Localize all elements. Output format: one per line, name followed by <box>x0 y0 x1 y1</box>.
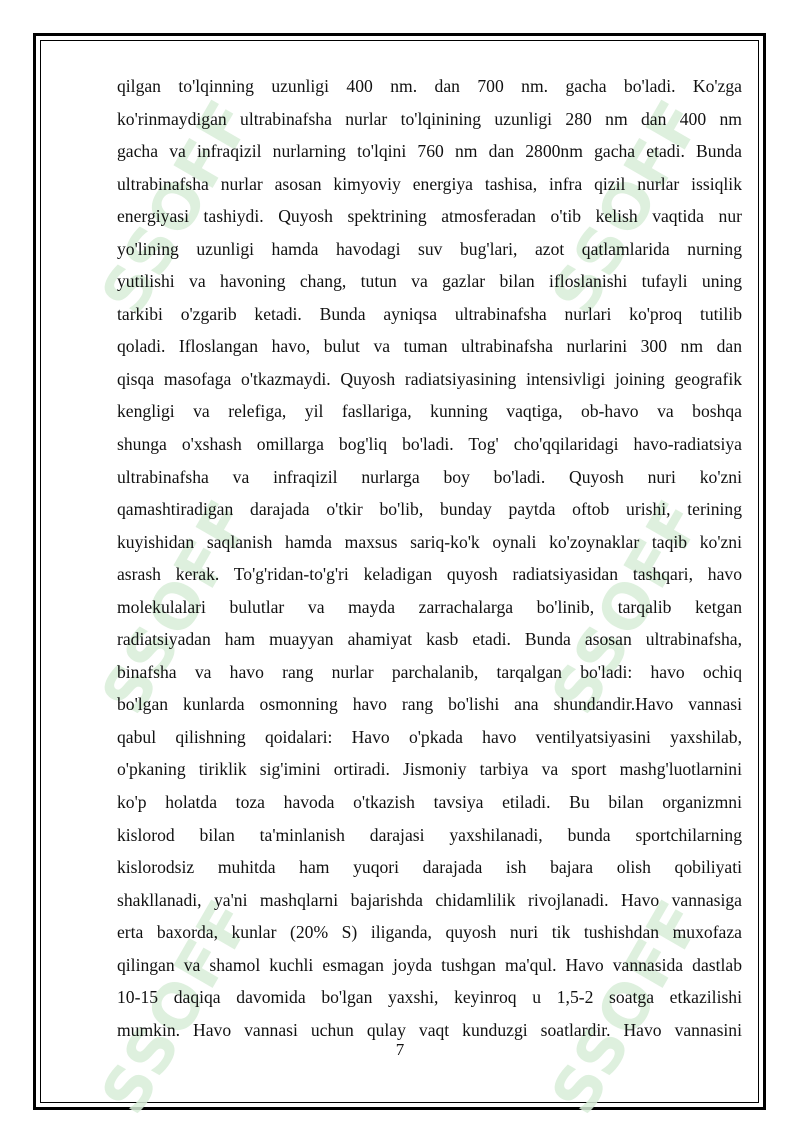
text-line: tarkibi o'zgarib ketadi. Bunda ayniqsa ultrabinafsha nurlari ko'proq tutilib <box>117 303 742 324</box>
text-line: ko'p holatda toza havoda o'tkazish tavsiya etiladi. Bu bilan organizmni <box>117 792 742 813</box>
text-line: kuyishidan saqlanish hamda maxsus sariq-ko'k oynali ko'zoynaklar taqib ko'zni <box>117 531 742 552</box>
watermark-text: SSOFF <box>536 886 718 1127</box>
text-line: yo'lining uzunligi hamda havodagi suv bug'lari, azot qatlamlarida nurning <box>117 238 742 259</box>
text-line: shunga o'xshash omillarga bog'liq bo'ladi. Tog' cho'qqilaridagi havo-radiatsiya <box>117 434 742 455</box>
text-line: o'pkaning tiriklik sig'imini ortiradi. Jismoniy tarbiya va sport mashg'luotlarnini <box>117 759 742 780</box>
text-line: mumkin. Havo vannasi uchun qulay vaqt kunduzgi soatlardir. Havo vannasini <box>117 1019 742 1040</box>
text-line: ko'rinmaydigan ultrabinafsha nurlar to'lqinining uzunligi 280 nm dan 400 nm <box>117 108 742 129</box>
text-line: qabul qilishning qoidalari: Havo o'pkada havo ventilyatsiyasini yaxshilab, <box>117 726 742 747</box>
text-line: 10-15 daqiqa davomida bo'lgan yaxshi, keyinroq u 1,5-2 soatga etkazilishi <box>117 987 742 1008</box>
text-line: molekulalari bulutlar va mayda zarrachalarga bo'linib, tarqalib ketgan <box>117 596 742 617</box>
text-line: kislorodsiz muhitda ham yuqori darajada ish bajara olish qobiliyati <box>117 857 742 878</box>
text-line: binafsha va havo rang nurlar parchalanib, tarqalgan bo'ladi: havo ochiq <box>117 661 742 682</box>
body-text <box>117 70 742 1046</box>
text-line: gacha va infraqizil nurlarning to'lqini 760 nm dan 2800nm gacha etadi. Bunda <box>117 141 742 162</box>
text-line: asrash kerak. To'g'ridan-to'g'ri keladigan quyosh radiatsiyasidan tashqari, havo <box>117 564 742 585</box>
text-line: radiatsiyadan ham muayyan ahamiyat kasb etadi. Bunda asosan ultrabinafsha, <box>117 629 742 650</box>
page-number: 7 <box>395 1040 405 1059</box>
text-line: qamashtiradigan darajada o'tkir bo'lib, bunday paytda oftob urishi, terining <box>117 499 742 520</box>
text-line: ultrabinafsha va infraqizil nurlarga boy bo'ladi. Quyosh nuri ko'zni <box>117 466 742 487</box>
watermark-text: SSOFF <box>86 886 268 1127</box>
text-line: kislorod bilan ta'minlanish darajasi yaxshilanadi, bunda sportchilarning <box>117 824 742 845</box>
text-line: qoladi. Ifloslangan havo, bulut va tuman ultrabinafsha nurlarini 300 nm dan <box>117 336 742 357</box>
text-line: shakllanadi, ya'ni mashqlarni bajarishda chidamlilik rivojlanadi. Havo vannasiga <box>117 889 742 910</box>
text-line: kengligi va relefiga, yil fasllariga, kunning vaqtiga, ob-havo va boshqa <box>117 401 742 422</box>
text-line: qilgan to'lqinning uzunligi 400 nm. dan 700 nm. gacha bo'ladi. Ko'zga <box>117 76 742 96</box>
text-line: ultrabinafsha nurlar asosan kimyoviy energiya tashisa, infra qizil nurlar issiqlik <box>117 173 742 194</box>
watermark-text: SSOFF <box>536 86 718 327</box>
watermark-text: SSOFF <box>536 486 718 727</box>
text-line: energiyasi tashiydi. Quyosh spektrining atmosferadan o'tib kelish vaqtida nur <box>117 206 742 227</box>
watermark-text: SSOFF <box>86 486 268 727</box>
text-line: qilingan va shamol kuchli esmagan joyda tushgan ma'qul. Havo vannasida dastlab <box>117 954 742 975</box>
text-line: bo'lgan kunlarda osmonning havo rang bo'lishi ana shundandir.Havo vannasi <box>117 694 742 715</box>
text-line: erta baxorda, kunlar (20% S) iliganda, quyosh nuri tik tushishdan muxofaza <box>117 922 742 943</box>
text-line: qisqa masofaga o'tkazmaydi. Quyosh radiatsiyasining intensivligi joining geografik <box>117 368 742 389</box>
text-line: yutilishi va havoning chang, tutun va gazlar bilan ifloslanishi tufayli uning <box>117 271 742 292</box>
watermark-text: SSOFF <box>86 86 268 327</box>
